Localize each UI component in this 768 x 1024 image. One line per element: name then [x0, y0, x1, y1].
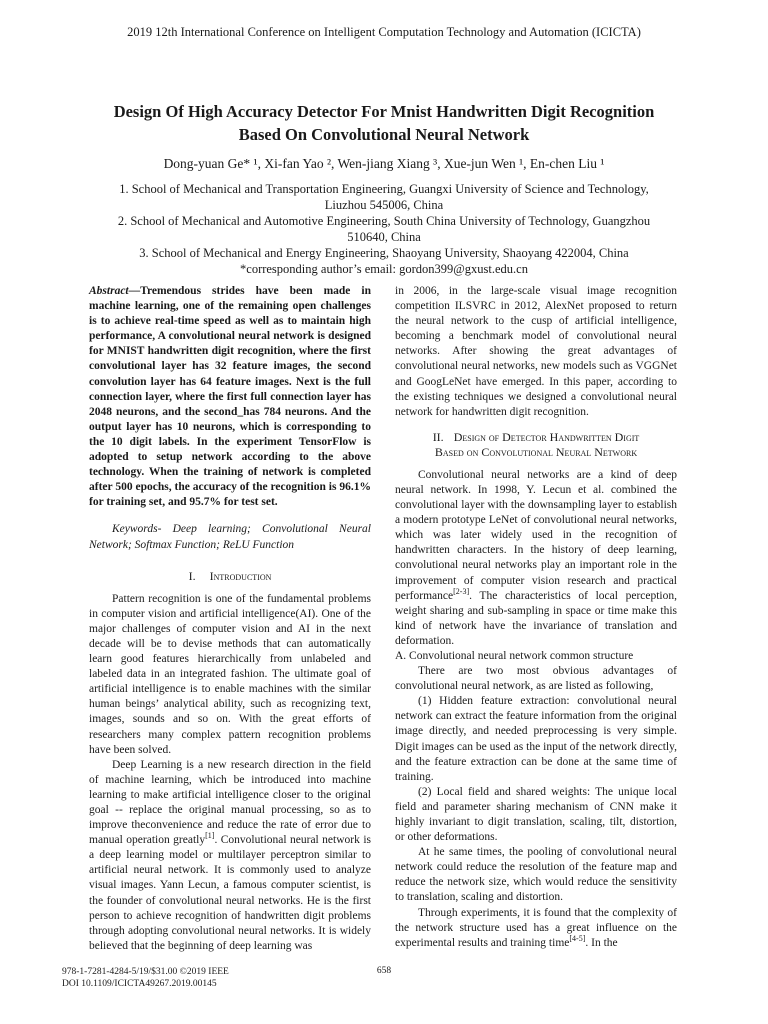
section-heading-design	[395, 430, 677, 460]
section-title: Introduction	[209, 568, 272, 583]
citation: [2-3]	[453, 586, 470, 596]
affiliation-2: 2. School of Mechanical and Automotive Engineering, South China University of Technology, Guangzhou 510640, China	[117, 214, 651, 244]
footer-doi: DOI 10.1109/ICICTA49267.2019.00145	[62, 979, 217, 989]
design-paragraph-3: (1) Hidden feature extraction: convolutional neural network can extract the feature information from the original image directly, and needed preprocessing is very simple. Digit images can be used as the input of the network directly, and the feature extraction can be done at the same time of training.	[395, 695, 677, 783]
left-column	[89, 284, 371, 954]
continued-paragraph: in 2006, in the large-scale visual image recognition competition ILSVRC in 2012, AlexNet proposed to return the neural network to the cusp of artificial intelligence, becoming a benchmark model of convolutional neural networks. After showing the great advantages of convolutional neural networks, new models such as VGGNet and GoogLeNet have emerged. In this paper, according to the existing techniques we designed a convolutional neural network for handwritten digit recognition.	[395, 285, 677, 418]
section-title-line-1	[395, 430, 677, 445]
page-number: 658	[376, 966, 392, 976]
affiliation-3: 3. School of Mechanical and Energy Engineering, Shaoyang University, Shaoyang 422004, China	[139, 246, 629, 260]
citation: [1]	[205, 831, 215, 841]
section-title-text: Design of Detector Handwritten Digit	[453, 429, 640, 444]
design-paragraph-4: (2) Local field and shared weights: The unique local field and parameter sharing mechanism of CNN make it highly invariant to digit translation, scaling, tilt, distortion, or other deformations.	[395, 785, 677, 844]
abstract-lead: Abstract	[89, 285, 129, 297]
author-list: Dong-yuan Ge* ¹, Xi-fan Yao ², Wen-jiang Xiang ³, Xue-jun Wen ¹, En-chen Liu ¹	[163, 156, 605, 171]
conference-header: 2019 12th International Conference on Intelligent Computation Technology and Automation (ICICTA)	[127, 25, 641, 39]
footer-isbn: 978-1-7281-4284-5/19/$31.00 ©2019 IEEE	[62, 967, 229, 977]
title-line-1: Design Of High Accuracy Detector For Mnist Handwritten Digit Recognition	[113, 102, 655, 121]
section-title-line-2: Based on Convolutional Neural Network	[434, 444, 638, 459]
keywords: Keywords- Deep learning; Convolutional Neural Network; Softmax Function; ReLU Function	[89, 523, 371, 551]
design-paragraph-1	[395, 468, 677, 649]
paragraph-text: Through experiments, it is found that the complexity of the network structure used has a great influence on the experimental results and training time	[395, 906, 677, 949]
abstract	[89, 284, 371, 510]
intro-paragraph-1: Pattern recognition is one of the fundamental problems in computer vision and artificial intelligence(AI). One of the major challenges of computer vision and AI in the next decade will be to devise methods that can automatically learn good features hierarchically from unlabeled and labeled data in an integrated fashion. The ultimate goal of artificial intelligence is to enable machines with the similar human beings’ analytical ability, such as recognizing text, images, sounds and so on. With the great efforts of researchers many complex pattern recognition problems have been solved.	[89, 592, 371, 756]
paragraph-text-cont: . In the	[585, 936, 618, 949]
paragraph-text: Deep Learning is a new research direction in the field of machine learning, which be introduced into machine learning to make artificial intelligence closer to the original goal -- replace the original manual processing, so as to improve theconvenience and reduce the rate of error due to manual operation greatly	[89, 758, 371, 847]
abstract-text: —Tremendous strides have been made in machine learning, one of the remaining open challenges is to achieve real-time speed as well as to maintain high performance, A convolutional neural network is designed for MNIST handwritten digit recognition, where the first convolutional layer has 32 feature images, the second convolution layer has 64 feature images. Next is the full connection layer, where the first full connection layer has 2048 neurons, and the second_has 784 neurons. And the output layer has 10 neurons, which is corresponding to the 10 digit labels. In the experiment TensorFlow is adopted to setup network according to the above technology. When the training of network is completed after 500 epochs, the accuracy of the recognition is 96.1% for training set, and 95.7% for test set.	[89, 285, 371, 509]
citation: [4-5]	[569, 933, 586, 943]
design-paragraph-6	[395, 906, 677, 951]
paragraph-text: Convolutional neural networks are a kind of deep neural network. In 1998, Y. Lecun et al. combined the convolutional layer with the downsampling layer to establish a modern prototype LeNet of convolutional neural networks, which was later widely used in the recognition of handwritten characters. In the history of deep learning, convolutional neural networks play an important role in the improvement of computer vision research and practical performance	[395, 468, 677, 602]
design-paragraph-5: At he same times, the pooling of convolutional neural network could reduce the resolution of the feature map and reduce the network size, which would reduce the sensitivity to translation, scaling and distortion.	[395, 846, 677, 904]
affiliations	[110, 181, 658, 277]
intro-paragraph-2	[89, 758, 371, 954]
subsection-heading-a: A. Convolutional neural network common structure	[395, 649, 634, 662]
paper-title	[60, 100, 708, 146]
paragraph-text-cont: . The characteristics of local perception, weight sharing and sub-sampling in space or time make this kind of network have the invariance of translation and deformation.	[395, 589, 677, 647]
right-column	[395, 284, 677, 951]
design-paragraph-2: There are two most obvious advantages of convolutional neural network, as are listed as following,	[395, 665, 677, 693]
paragraph-text-cont: . Convolutional neural network is a deep learning model or multilayer perceptron similar to artificial neural network. It is commonly used to analyze visual images. Yann Lecun, a famous computer scientist, is the founder of convolutional neural networks. He is the first person to achieve recognition of handwritten digit problems through adopting convolutional neural networks. It is widely believed that the beginning of deep learning was	[89, 834, 371, 952]
section-number: I.	[188, 568, 196, 583]
title-line-2: Based On Convolutional Neural Network	[238, 125, 530, 144]
section-heading-introduction	[89, 569, 371, 584]
corresponding-email: *corresponding author’s email: gordon399@gxust.edu.cn	[240, 262, 528, 276]
section-number: II.	[432, 429, 444, 444]
affiliation-1: 1. School of Mechanical and Transportation Engineering, Guangxi University of Science and Technology, Liuzhou 545006, China	[119, 182, 649, 212]
